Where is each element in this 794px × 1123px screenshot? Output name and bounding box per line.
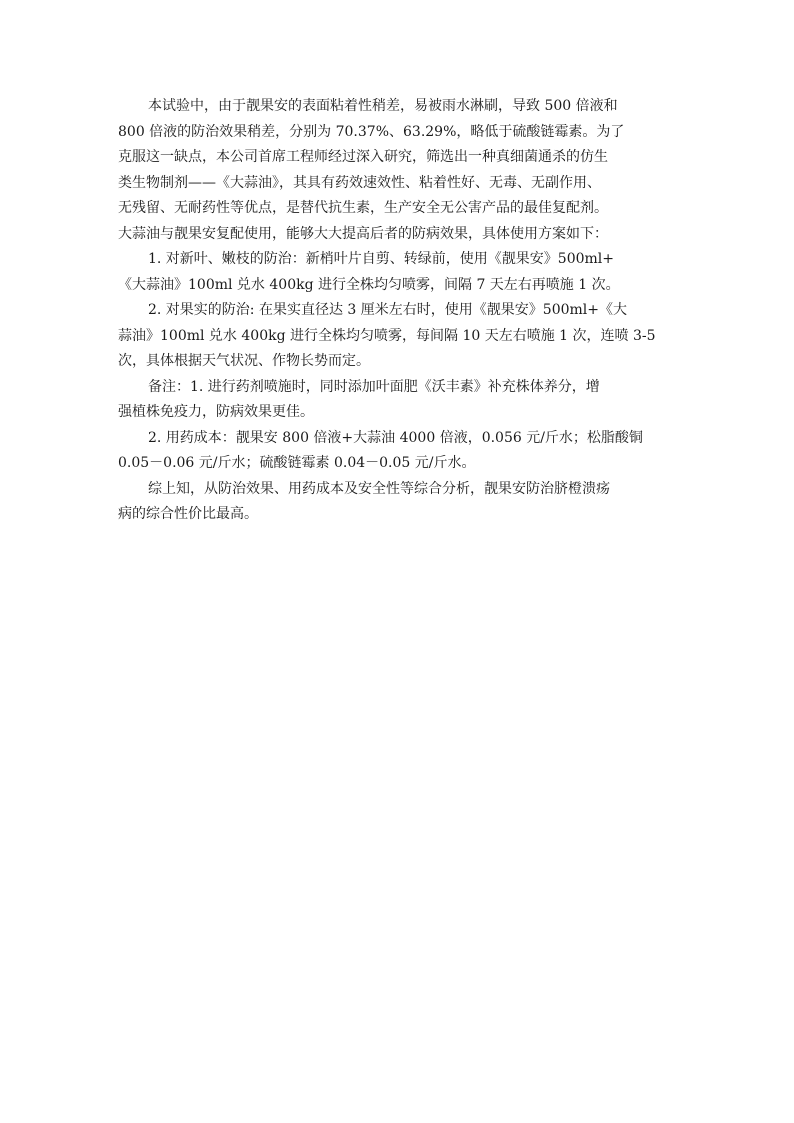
- text-line: 本试验中，由于靓果安的表面粘着性稍差，易被雨水淋刷，导致 500 倍液和: [148, 98, 618, 114]
- paragraph-fruit: [118, 298, 688, 375]
- text-line: 1. 对新叶、嫩枝的防治：新梢叶片自剪、转绿前，使用《靓果安》500ml+: [148, 251, 615, 267]
- text-line: 次，具体根据天气状况、作物长势而定。: [118, 353, 370, 369]
- text-line: 蒜油》100ml 兑水 400kg 进行全株均匀喷雾，每间隔 10 天左右喷施 1 次，连喷 3-5: [118, 327, 656, 344]
- document-body: [118, 94, 688, 528]
- text-line: 类生物制剂——《大蒜油》，其具有药效速效性、粘着性好、无毒、无副作用、: [118, 174, 601, 191]
- text-line: 综上知，从防治效果、用药成本及安全性等综合分析，靓果安防治脐橙溃疡: [148, 480, 610, 497]
- paragraph-cost: [118, 426, 688, 477]
- text-line: 备注：1. 进行药剂喷施时，同时添加叶面肥《沃丰素》补充株体养分，增: [148, 378, 600, 395]
- paragraph-intro: [118, 94, 688, 247]
- text-line: 2. 用药成本：靓果安 800 倍液+大蒜油 4000 倍液，0.056 元/斤水；松脂酸铜: [148, 429, 643, 446]
- text-line: 2. 对果实的防治: 在果实直径达 3 厘米左右时，使用《靓果安》500ml+《大: [148, 302, 627, 318]
- text-line: 800 倍液的防治效果稍差，分别为 70.37%、63.29%，略低于硫酸链霉素。为了: [118, 123, 625, 140]
- text-line: 0.05－0.06 元/斤水；硫酸链霉素 0.04－0.05 元/斤水。: [118, 455, 476, 471]
- paragraph-note: [118, 375, 688, 426]
- text-line: 强植株免疫力，防病效果更佳。: [118, 404, 314, 420]
- text-line: 大蒜油与靓果安复配使用，能够大大提高后者的防病效果，具体使用方案如下：: [118, 225, 608, 242]
- text-line: 《大蒜油》100ml 兑水 400kg 进行全株均匀喷雾，间隔 7 天左右再喷施 1 次。: [118, 276, 620, 293]
- text-line: 病的综合性价比最高。: [118, 506, 258, 522]
- text-line: 无残留、无耐药性等优点，是替代抗生素，生产安全无公害产品的最佳复配剂。: [118, 200, 608, 216]
- paragraph-conclusion: [118, 477, 688, 528]
- text-line: 克服这一缺点，本公司首席工程师经过深入研究，筛选出一种真细菌通杀的仿生: [118, 149, 608, 165]
- paragraph-new-leaves: [118, 247, 688, 298]
